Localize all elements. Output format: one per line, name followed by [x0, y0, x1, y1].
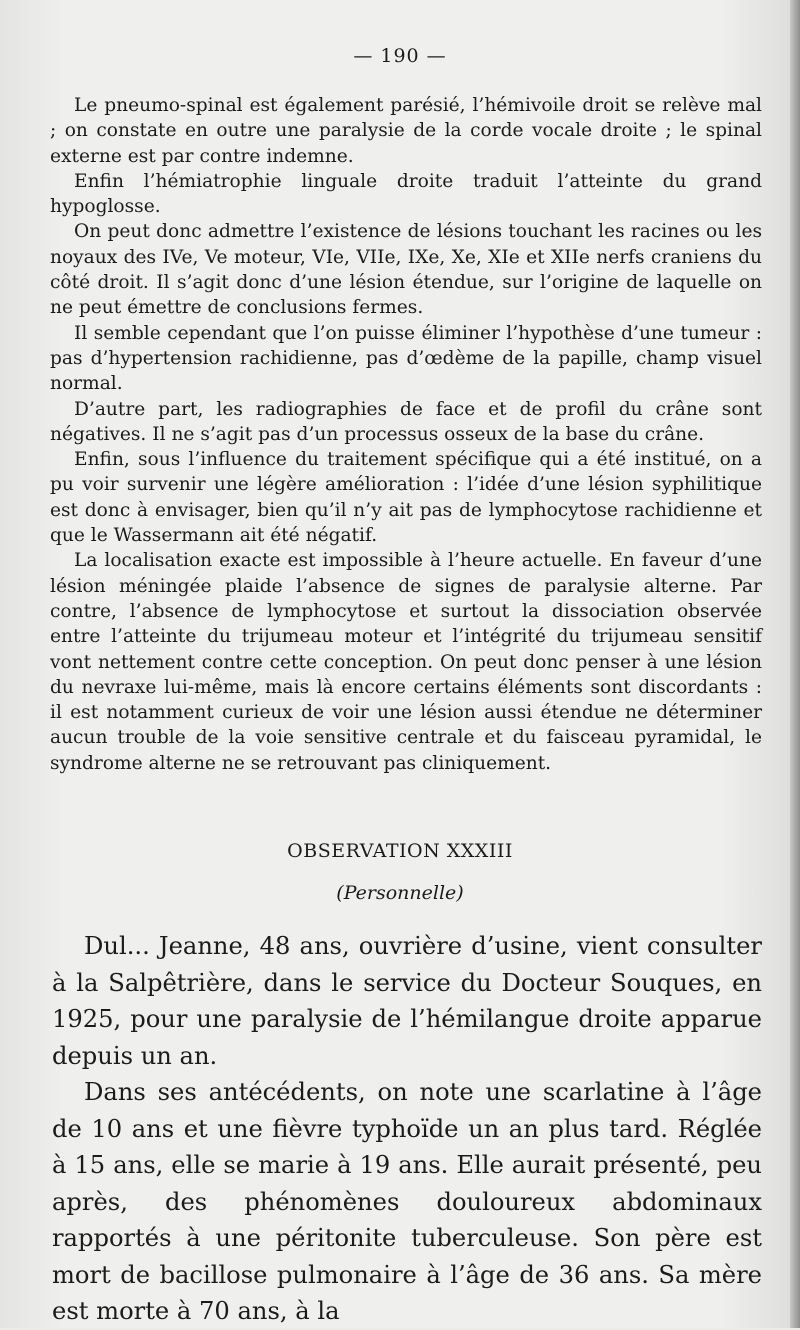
paragraph: Le pneumo-spinal est également parésié, l’hémivoile droit se relève mal ; on constate en outre une paralysie de la corde vocale droite ; le spinal externe est par contre indemne. — [50, 95, 762, 167]
paragraph: Enfin l’hémiatrophie linguale droite traduit l’atteinte du grand hypoglosse. — [50, 170, 762, 218]
case-discussion-text — [50, 93, 762, 776]
page-edge-shadow — [790, 0, 800, 1328]
observation-text — [52, 928, 762, 1330]
paragraph: D’autre part, les radiographies de face et de profil du crâne sont négatives. Il ne s’agit pas d’un processus osseux de la base du crâne. — [50, 398, 762, 445]
paragraph: Il semble cependant que l’on puisse éliminer l’hypothèse d’une tumeur : pas d’hypertension rachidienne, pas d’œdème de la papille, champ visuel normal. — [50, 322, 762, 395]
paragraph: Dans ses antécédents, on note une scarlatine à l’âge de 10 ans et une fièvre typhoïde un an plus tard. Réglée à 15 ans, elle se marie à 19 ans. Elle aurait présenté, peu après, des phénomènes douloureux abdominaux rapportés à une péritonite tuberculeuse. Son père est mort de bacillose pulmonaire à l’âge de 36 ans. Sa mère est morte à 70 ans, à la — [52, 1078, 762, 1325]
paragraph: Dul... Jeanne, 48 ans, ouvrière d’usine, vient consulter à la Salpêtrière, dans le service du Docteur Souques, en 1925, pour une paralysie de l’hémilangue droite apparue depuis un an. — [52, 932, 762, 1070]
observation-subtitle: (Personnelle) — [336, 882, 464, 904]
observation-title: OBSERVATION XXXIII — [287, 840, 513, 862]
page-number: — 190 — — [353, 45, 447, 67]
paragraph: On peut donc admettre l’existence de lésions touchant les racines ou les noyaux des IVe, Ve moteur, VIe, VIIe, IXe, Xe, XIe et XIIe nerfs craniens du côté droit. Il s’agit donc d’une lésion étendue, sur l’origine de laquelle on ne peut émettre de conclusions fermes. — [50, 221, 762, 319]
paragraph: Enfin, sous l’influence du traitement spécifique qui a été institué, on a pu voir survenir une légère amélioration : l’idée d’une lésion syphilitique est donc à envisager, bien qu’il n’y ait pas de lymphocytose rachidienne et que le Wassermann ait été négatif. — [50, 449, 762, 547]
paragraph: La localisation exacte est impossible à l’heure actuelle. En faveur d’une lésion méningée plaide l’absence de signes de paralysie alterne. Par contre, l’absence de lymphocytose et surtout la dissociation observée entre l’atteinte du trijumeau moteur et l’intégrité du trijumeau sensitif vont nettement contre cette conception. On peut donc penser à une lésion du nevraxe lui-même, mais là encore certains éléments sont discordants : il est notamment curieux de voir une lésion aussi étendue ne déterminer aucun trouble de la voie sensitive centrale et du faisceau pyramidal, le syndrome alterne ne se retrouvant pas cliniquement. — [50, 550, 762, 774]
